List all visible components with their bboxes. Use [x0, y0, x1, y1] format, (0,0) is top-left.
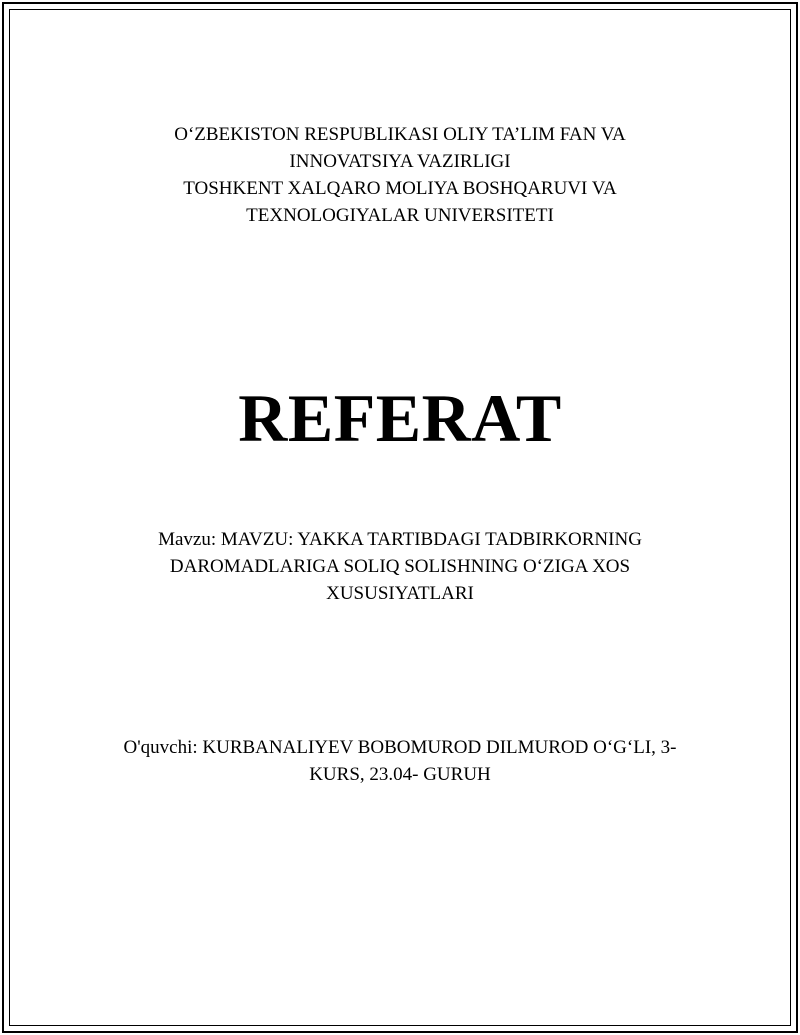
student-line: O'quvchi: KURBANALIYEV BOBOMUROD DILMUROD O‘G‘LI, 3-: [123, 737, 677, 758]
header-line: O‘ZBEKISTON RESPUBLIKASI OLIY TA’LIM FAN VA: [174, 124, 626, 145]
document-title: REFERAT: [238, 380, 562, 456]
topic-line: XUSUSIYATLARI: [326, 583, 474, 604]
student-line: KURS, 23.04- GURUH: [309, 764, 491, 785]
header-line: INNOVATSIYA VAZIRLIGI: [289, 151, 511, 172]
institution-header: [0, 121, 800, 229]
topic-line: Mavzu: MAVZU: YAKKA TARTIBDAGI TADBIRKORNING: [158, 529, 642, 550]
topic-line: DAROMADLARIGA SOLIQ SOLISHNING O‘ZIGA XOS: [169, 556, 631, 577]
header-line: TOSHKENT XALQARO MOLIYA BOSHQARUVI VA: [183, 178, 617, 199]
header-line: TEXNOLOGIYALAR UNIVERSITETI: [246, 205, 554, 226]
topic-block: [0, 526, 800, 607]
student-block: [0, 734, 800, 788]
